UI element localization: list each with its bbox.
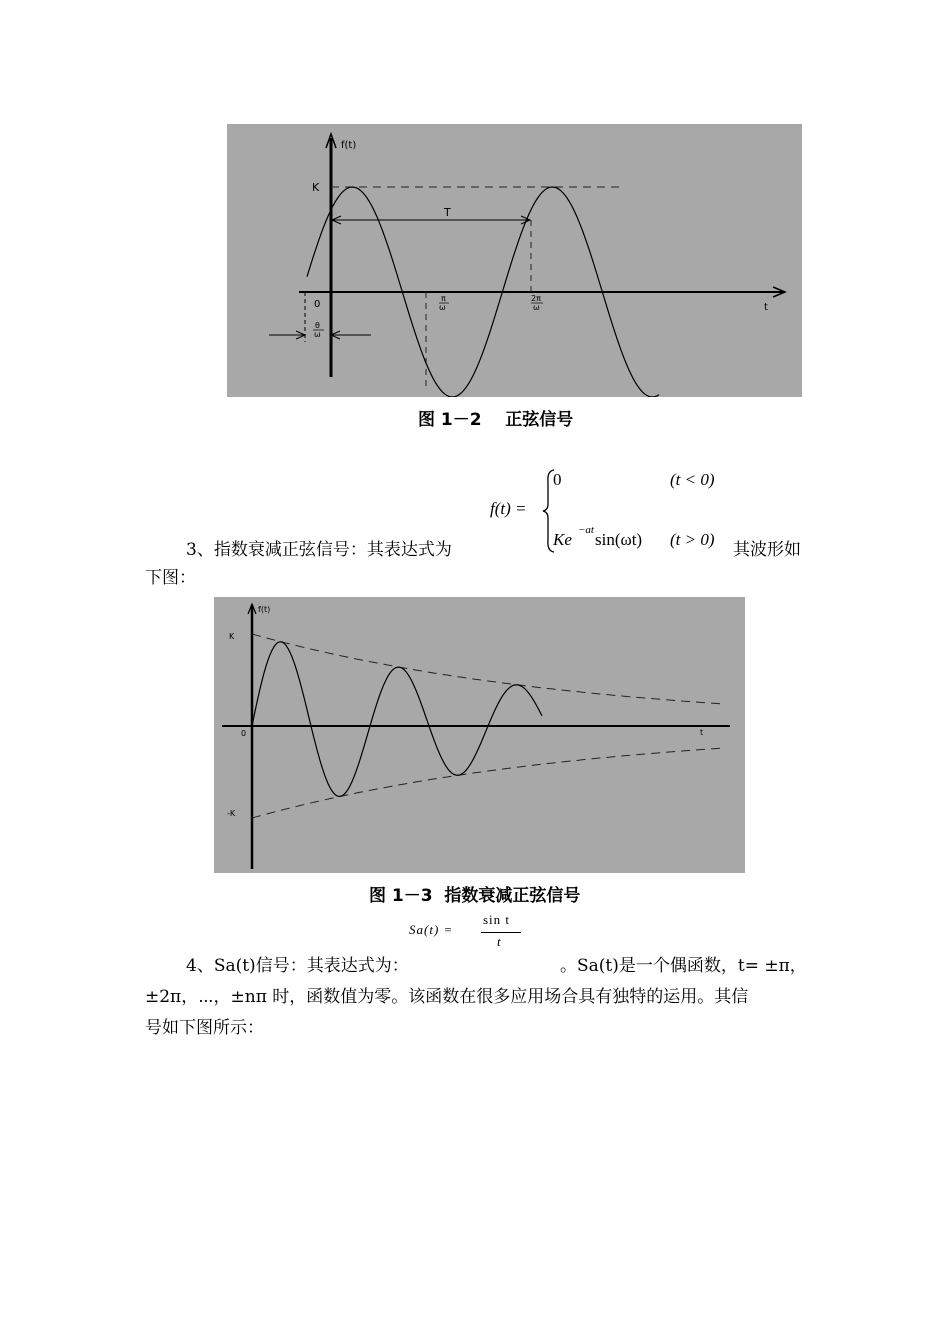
case-2-condition: (t > 0) [670, 530, 715, 549]
theta-omega-label: ω [314, 330, 321, 339]
paragraph-4-line-1-start: 4、Sa(t)信号：其表达式为： [186, 956, 409, 976]
formula-lhs: f(t) = [490, 499, 527, 518]
figure-1-3-caption: 图 1－3 指数衰减正弦信号 [369, 886, 581, 906]
damped-sine-figure [214, 597, 745, 873]
amplitude-label: K [229, 632, 235, 641]
amplitude-label: K [312, 181, 320, 194]
figure-background [227, 124, 802, 397]
paragraph-4-line-3: 号如下图所示： [145, 1018, 264, 1038]
period-label: T [444, 206, 451, 219]
piecewise-formula [490, 466, 730, 556]
figure-background [214, 597, 745, 873]
pi-omega-label: ω [439, 303, 446, 312]
figure-1-2-caption: 图 1－2 正弦信号 [418, 410, 574, 430]
sa-formula [409, 912, 539, 954]
x-axis-label: t [764, 302, 768, 313]
two-pi-label: 2π [531, 294, 541, 303]
sa-denominator: t [497, 934, 501, 949]
paragraph-3-line-1-end: 其波形如 [733, 540, 801, 560]
origin-label: 0 [314, 299, 321, 310]
sa-numerator: sin t [483, 912, 511, 927]
theta-label: θ [315, 321, 320, 330]
case-2-ke-text: Ke [553, 530, 572, 549]
sa-fraction-bar [481, 932, 521, 933]
two-pi-omega-label: ω [533, 303, 540, 312]
sine-signal-figure [227, 124, 802, 397]
paragraph-4-line-1-end: 。Sa(t)是一个偶函数，t= ±π， [560, 956, 807, 976]
origin-label: 0 [241, 729, 247, 738]
sa-lhs: Sa(t) = [409, 922, 454, 937]
case-2-exponent: −at [578, 524, 594, 536]
negative-amplitude-label: -K [227, 809, 236, 818]
pi-label: π [441, 294, 446, 303]
paragraph-3-line-2: 下图： [145, 568, 196, 588]
case-1-condition: (t < 0) [670, 470, 715, 489]
y-axis-label: f(t) [258, 605, 271, 614]
case-1-expression: 0 [553, 470, 562, 489]
case-2-sin: sin(ωt) [595, 530, 643, 549]
y-axis-label: f(t) [341, 140, 357, 151]
paragraph-3-line-1-start: 3、指数衰减正弦信号：其表达式为 [186, 540, 452, 560]
paragraph-4-line-2: ±2π，⋯，±nπ 时，函数值为零。该函数在很多应用场合具有独特的运用。其信 [145, 987, 749, 1007]
x-axis-label: t [700, 728, 704, 737]
